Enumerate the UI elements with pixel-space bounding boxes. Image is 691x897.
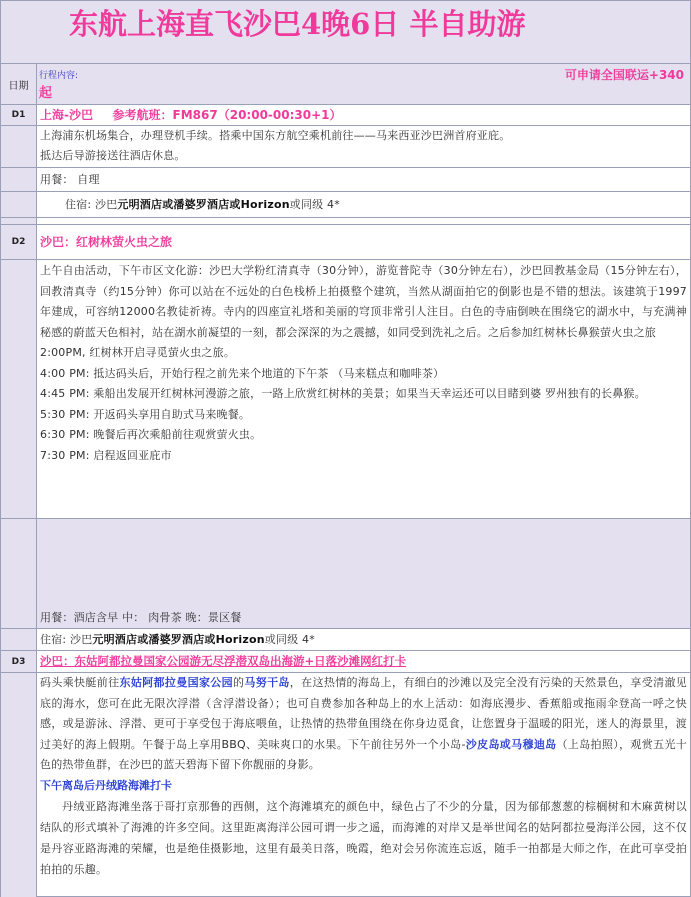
header-row [1,64,690,105]
day1-flight: 参考航班：FM867（20:00-00:30+1） [112,108,342,122]
day1-meals: 用餐： 自理 [40,173,100,186]
day2-meals-row [1,519,690,629]
schedule-item: 2:00PM, 红树林开启寻觅萤火虫之旅。 [40,346,236,359]
start-note: 起 [39,86,53,101]
content-label: 行程内容: [39,71,79,81]
schedule-item: 4:00 PM: 抵达码头后，开始行程之前先来个地道的下午茶 （马来糕点和咖啡茶） [40,366,445,380]
transfer-note: 可申请全国联运+340 [564,68,684,82]
day1-title-row [1,105,690,126]
day3-title-a: 沙巴：东姑阿都拉曼国家公园游无尽浮潜双岛出海游 [40,654,305,668]
day3-title-b: +日落沙滩网红打卡 [304,654,407,668]
day3-p2: 丹绒亚路海滩坐落于哥打京那鲁的西侧，这个海滩填充的颜色中，绿色占了不少的分量，因为郁郁葱葱的棕榈树和木麻黄树以结队的形式填补了海滩的许多空间。这里距离海洋公园可谓一步之遥，而海滩的对岸又是举世闻名的姑阿都拉曼海洋公园，这不仅是丹容亚路海滩的荣耀，也是绝佳摄影地，这里有最美日落，晚霞，绝对会另你流连忘返，随手一拍都是大师之作，在此可享受拍拍拍的乐趣。 [40,799,687,876]
day1-hotel-row [1,192,690,218]
day1-hotel-prefix: 住宿: 沙巴 [65,198,118,211]
day3-title-row [1,651,690,673]
day3-p1-c: ，在这热情的海岛上，有细白的沙滩以及完全没有污染的天然景色，享受清澈见底的海水，您可在此无限次浮潜（含浮潜设备）；也可自费参加各种岛上的水上活动：如海底漫步、香蕉船或拖雨伞登高一呼之快感，或是游泳、浮潜、更可于享受包于海底喂鱼，让热情的热带鱼围绕在你身边觅食，让您置身于温暖的阳光，迷人的海景里，渡过美好的海上假期。午餐于岛上享用BBQ、美味爽口的水果。下午前往另外一个小岛- [40,676,688,751]
park-name: 东姑阿都拉曼国家公园 [119,676,234,689]
day2-hotel-suffix: 或同级 4* [264,633,315,646]
day3-label: D3 [1,651,37,672]
day3-subtitle: 下午离岛后丹绒路海滩打卡 [40,778,172,792]
day1-hotel-suffix: 或同级 4* [289,198,340,211]
day3-p1-d: （上岛拍照），观赏五光十色的热带鱼群，在沙巴的蓝天碧海下留下你靓丽的身影。 [40,737,687,771]
schedule-item: 6:30 PM: 晚餐后再次乘船前往观赏萤火虫。 [40,428,262,441]
page-title: 东航上海直飞沙巴4晚6日 半自助游 [1,1,690,64]
day2-hotel-name: 元明酒店或潘婆罗酒店或Horizon [92,633,265,646]
day2-hotel-prefix: 住宿: 沙巴 [40,633,93,646]
day1-hotel-name: 元明酒店或潘婆罗酒店或Horizon [117,198,290,211]
day2-meals: 用餐：酒店含早 中： 肉骨茶 晚：景区餐 [40,611,242,624]
day3-p1-a: 码头乘快艇前往 [40,676,120,689]
day1-meals-row [1,168,690,192]
day1-label: D1 [1,105,37,125]
day1-detail-row [1,126,690,168]
day1-line-1: 上海浦东机场集合，办理登机手续。搭乘中国东方航空乘机前往——马来西亚沙巴洲首府亚庇。 [40,129,511,142]
day2-label: D2 [1,225,37,259]
day3-p1-b: 的 [233,676,245,689]
day1-route: 上海-沙巴 [40,108,93,122]
schedule-item: 5:30 PM: 开返码头享用自助式马来晚餐。 [40,407,251,421]
day1-line-2: 抵达后导游接送往酒店休息。 [40,149,186,162]
islands2-name: 沙皮岛或马穆迪岛 [465,737,557,751]
island-name: 马努干岛 [244,676,290,689]
day3-detail-row [1,673,690,897]
day2-title-row [1,225,690,260]
day2-paragraph: 上午自由活动，下午市区文化游：沙巴大学粉红清真寺（30分钟），游览普陀寺（30分钟左右），沙巴回教基金局（15分钟左右），回教清真寺（约15分钟）你可以站在不远处的白色栈桥上拍摄整个建筑，当然从湖面拍它的倒影也是不错的想法。该建筑于1997年建成，可容纳12000名教徒祈祷。寺内的四座宣礼塔和美丽的穹顶非常引人注目。白色的寺庙倒映在围绕它的湖水中，与充满神秘感的蔚蓝天色相衬，站在湖水前凝望的一刻，都会深深的为之震撼，如同受到洗礼之后。之后参加红树林长鼻猴萤火虫之旅 [40,264,687,339]
schedule-item: 7:30 PM: 启程返回亚庇市 [40,448,172,462]
schedule-item: 4:45 PM: 乘船出发展开红树林河漫游之旅，一路上欣赏红树林的美景；如果当天幸运还可以目睹到婆 罗州独有的长鼻猴。 [40,387,646,400]
day2-title: 沙巴：红树林萤火虫之旅 [40,235,173,249]
spacer-row [1,218,690,225]
date-label: 日期 [1,64,37,104]
day2-detail-row [1,260,690,519]
day2-hotel-row [1,629,690,651]
